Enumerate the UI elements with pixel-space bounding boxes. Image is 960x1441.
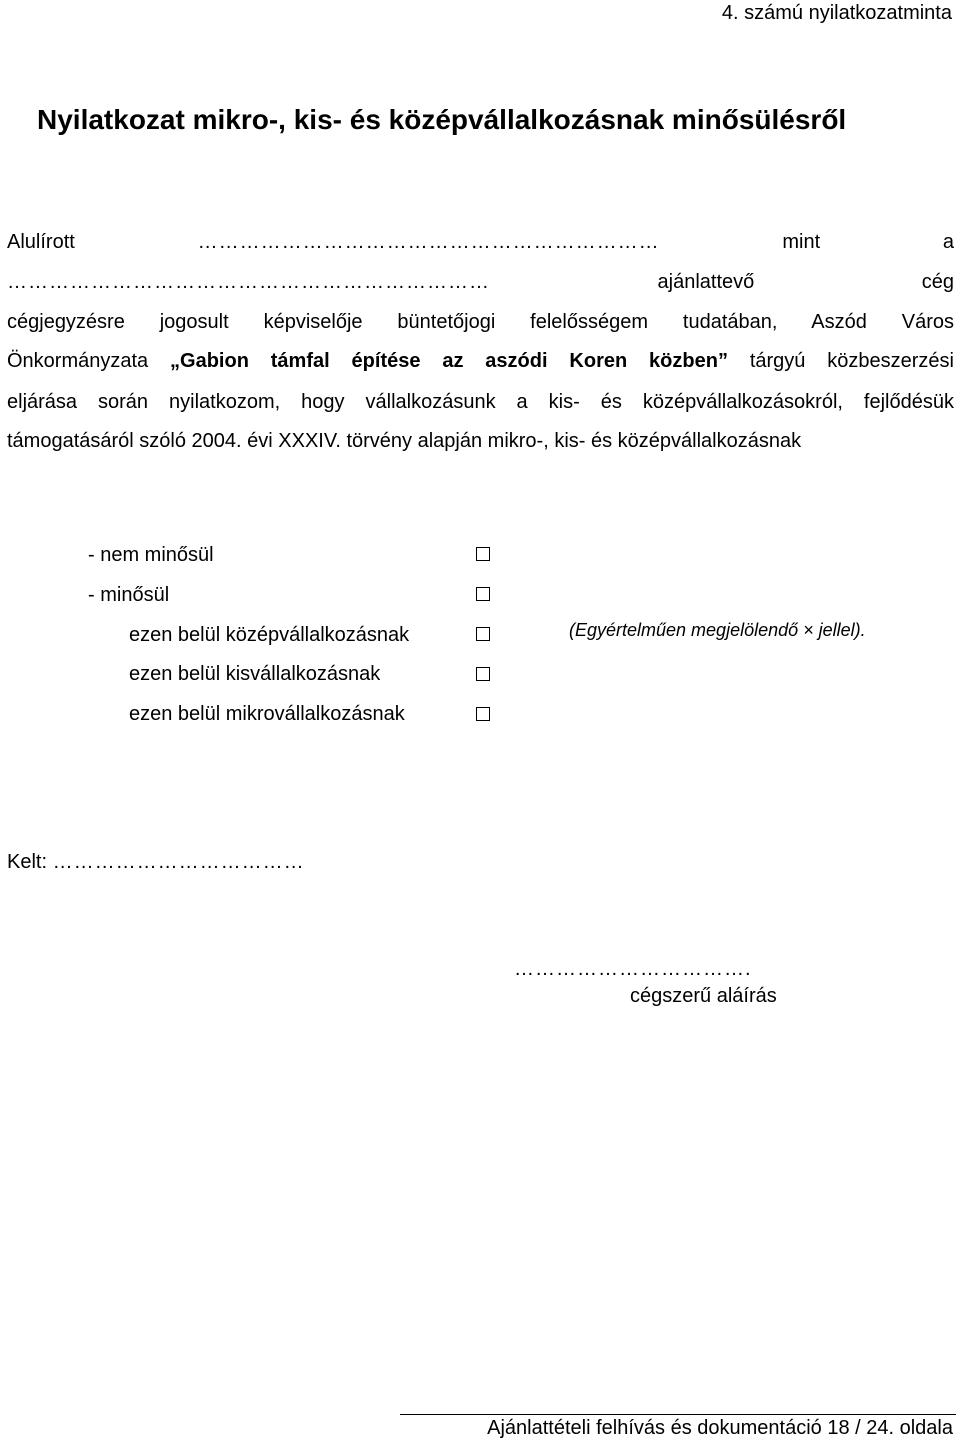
date-fill-dots: ……………………………… bbox=[52, 851, 305, 873]
declaration-line-1 bbox=[7, 228, 954, 256]
company-fill-dots: …………………………………………………………… bbox=[7, 271, 490, 293]
date-label: Kelt: bbox=[7, 851, 48, 873]
undersigned-label: Alulírott bbox=[7, 231, 75, 253]
option-qualify-label: - minősül bbox=[88, 584, 170, 606]
option-medium-checkbox[interactable] bbox=[476, 627, 490, 641]
option-small-label: ezen belül kisvállalkozásnak bbox=[129, 663, 381, 685]
option-micro-label: ezen belül mikrovállalkozásnak bbox=[129, 703, 405, 725]
option-medium-label: ezen belül középvállalkozásnak bbox=[129, 624, 410, 646]
name-fill-dots: ………………………………………………………… bbox=[197, 231, 660, 253]
project-name: „Gabion támfal építése az aszódi Koren közben” bbox=[170, 350, 728, 372]
date-line bbox=[7, 848, 305, 876]
as-label: mint a bbox=[782, 231, 955, 253]
declaration-line-6: támogatásáról szóló 2004. évi XXXIV. törvény alapján mikro-, kis- és középvállalkozásnak bbox=[7, 430, 802, 452]
municipality-label: Önkormányzata bbox=[7, 350, 149, 372]
option-qualify-checkbox[interactable] bbox=[476, 587, 490, 601]
form-number-label: 4. számú nyilatkozatminta bbox=[721, 2, 952, 24]
declaration-line-5: eljárása során nyilatkozom, hogy vállalkozásunk a kis- és középvállalkozásokról, fejlődésük bbox=[7, 391, 954, 413]
option-small-checkbox[interactable] bbox=[476, 667, 490, 681]
declaration-line-3: cégjegyzésre jogosult képviselője büntetőjogi felelősségem tudatában, Aszód Város bbox=[7, 311, 954, 333]
page-footer: Ajánlattételi felhívás és dokumentáció 18 / 24. oldala bbox=[487, 1417, 953, 1439]
declaration-line-4 bbox=[7, 347, 954, 375]
option-not-qualify-label: - nem minősül bbox=[88, 544, 214, 566]
signature-fill-dots: ……………………………. bbox=[514, 958, 752, 980]
document-title: Nyilatkozat mikro-, kis- és középvállalkozásnak minősülésről bbox=[37, 104, 847, 135]
declaration-line-2 bbox=[7, 268, 954, 296]
option-micro-checkbox[interactable] bbox=[476, 707, 490, 721]
option-not-qualify-checkbox[interactable] bbox=[476, 547, 490, 561]
signature-label: cégszerű aláírás bbox=[630, 985, 777, 1007]
bidder-company-label: ajánlattevő cég bbox=[657, 271, 955, 293]
marking-instruction-note: (Egyértelműen megjelölendő × jellel). bbox=[569, 620, 866, 640]
subject-label: tárgyú közbeszerzési bbox=[749, 350, 954, 372]
